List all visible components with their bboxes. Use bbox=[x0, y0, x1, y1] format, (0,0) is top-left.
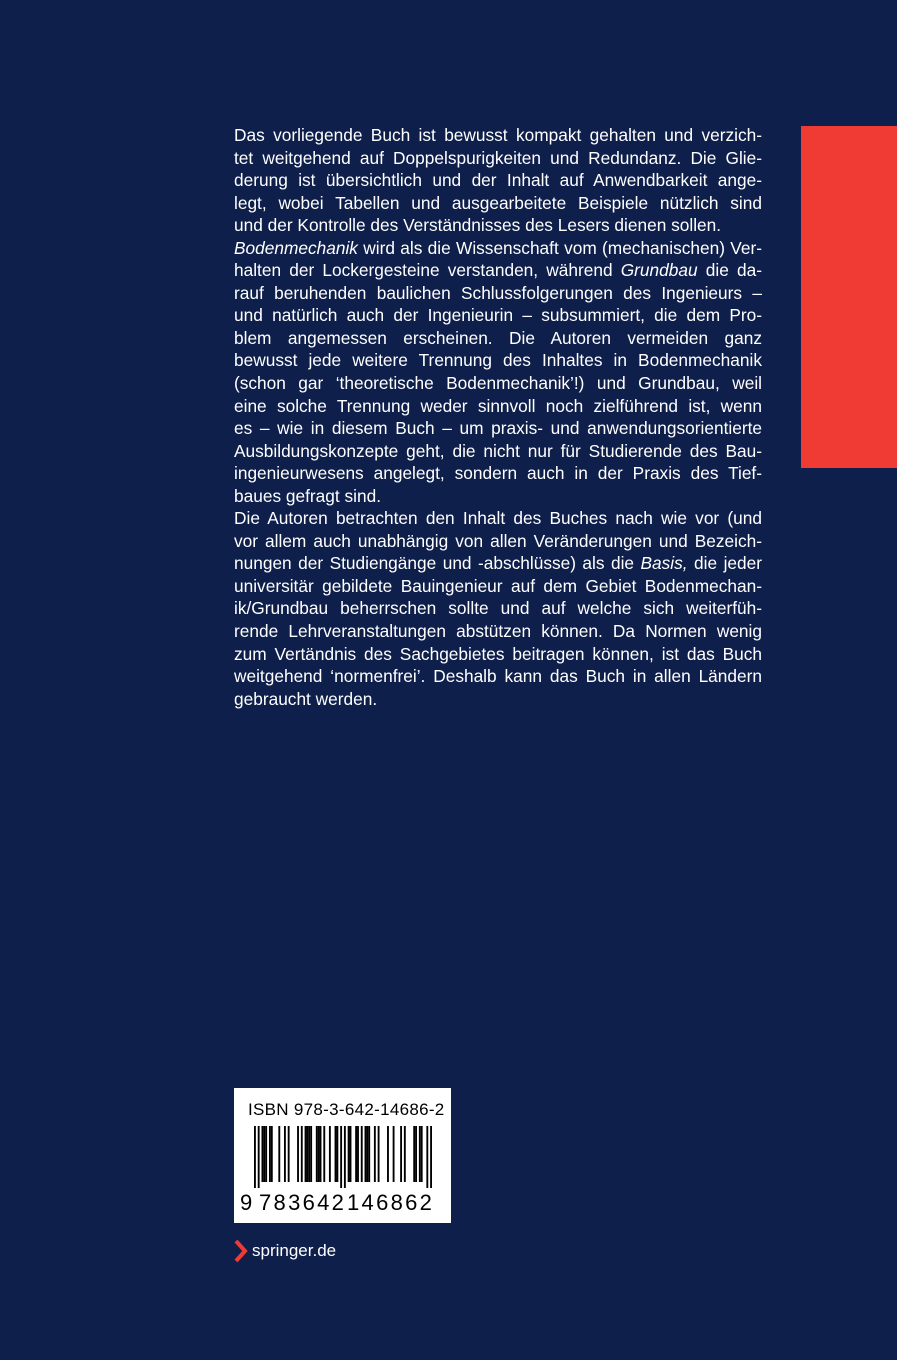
term-basis: Basis, bbox=[640, 553, 688, 574]
text-line: legt, wobei Tabellen und ausgearbeitete Beispiele nützlich sind bbox=[234, 192, 762, 213]
barcode-guard-bar bbox=[340, 1126, 342, 1188]
barcode-bar bbox=[263, 1126, 265, 1182]
barcode-bar bbox=[269, 1126, 271, 1182]
isbn-barcode bbox=[234, 1088, 451, 1223]
barcode-bar bbox=[413, 1126, 415, 1182]
barcode-bar bbox=[355, 1126, 357, 1182]
barcode-bar bbox=[288, 1126, 290, 1182]
barcode-bar bbox=[305, 1126, 307, 1182]
text-line: ingenieurwesens angelegt, sondern auch in der Praxis des Tief- bbox=[234, 463, 762, 484]
barcode-bar bbox=[301, 1126, 303, 1182]
red-accent-tab bbox=[801, 126, 897, 468]
text-line: weitgehend ‘normenfrei’. Deshalb kann das Buch in allen Ländern bbox=[234, 666, 762, 687]
blurb-paragraph-3 bbox=[234, 507, 762, 710]
barcode-guard-bar bbox=[254, 1126, 256, 1188]
barcode-bar bbox=[271, 1126, 273, 1182]
barcode-bar bbox=[261, 1126, 263, 1182]
text-line: derung ist übersichtlich und der Inhalt auf Anwendbarkeit ange- bbox=[234, 170, 762, 191]
barcode-bar bbox=[278, 1126, 280, 1182]
text-line: und der Kontrolle des Verständnisses des Lesers dienen sollen. bbox=[234, 215, 722, 236]
publisher-link[interactable] bbox=[234, 1238, 336, 1264]
barcode-bar bbox=[404, 1126, 406, 1182]
barcode-bar bbox=[400, 1126, 402, 1182]
text-line: Ausbildungskonzepte geht, die nicht nur für Studierende des Bau- bbox=[234, 440, 762, 461]
barcode-bar bbox=[419, 1126, 421, 1182]
barcode-bar bbox=[306, 1126, 308, 1182]
blurb-paragraph-1 bbox=[234, 124, 762, 237]
barcode-bar bbox=[421, 1126, 423, 1182]
barcode-guard-bar bbox=[258, 1126, 260, 1188]
barcode-bar bbox=[297, 1126, 299, 1182]
barcode-bar bbox=[310, 1126, 312, 1182]
barcode-bar bbox=[366, 1126, 368, 1182]
barcode-bar bbox=[265, 1126, 267, 1182]
text-line: rauf beruhenden baulichen Schlussfolgerungen des Ingenieurs – bbox=[234, 282, 762, 303]
text-line: Die Autoren betrachten den Inhalt des Buches nach wie vor (und bbox=[234, 508, 762, 529]
barcode-bar bbox=[284, 1126, 286, 1182]
barcode-right-digits: 146862 bbox=[347, 1190, 435, 1215]
barcode-bar bbox=[308, 1126, 310, 1182]
barcode-bar bbox=[316, 1126, 318, 1182]
barcode-left-digits: 783642 bbox=[259, 1190, 347, 1215]
isbn-label: ISBN 978-3-642-14686-2 bbox=[248, 1100, 445, 1119]
barcode-bar bbox=[335, 1126, 337, 1182]
barcode-bars bbox=[254, 1126, 432, 1188]
text-line: ik/Grundbau beherrschen sollte und auf welche sich weiterfüh- bbox=[234, 598, 762, 619]
text-line: zum Vertändnis des Sachgebietes beitragen können, ist das Buch bbox=[234, 643, 762, 664]
text-line: vor allem auch unabhängig von allen Veränderungen und Bezeich- bbox=[234, 530, 762, 551]
barcode-bar bbox=[368, 1126, 370, 1182]
text-line: Bodenmechanik wird als die Wissenschaft vom (mechanischen) Ver- bbox=[234, 237, 762, 258]
text-line: baues gefragt sind. bbox=[234, 485, 381, 506]
barcode-bar bbox=[361, 1126, 363, 1182]
barcode-bar bbox=[320, 1126, 322, 1182]
barcode-bar bbox=[350, 1126, 352, 1182]
barcode-guard-bar bbox=[430, 1126, 432, 1188]
blurb-paragraph-2 bbox=[234, 237, 762, 508]
barcode-bar bbox=[393, 1126, 395, 1182]
barcode-guard-bar bbox=[344, 1126, 346, 1188]
text-line: (schon gar ‘theoretische Bodenmechanik’!) und Grundbau, weil bbox=[234, 373, 762, 394]
text-line: universitär gebildete Bauingenieur auf dem Gebiet Bodenmechan- bbox=[234, 575, 762, 596]
text-line: halten der Lockergesteine verstanden, während Grundbau die da- bbox=[234, 260, 762, 281]
text-line: tet weitgehend auf Doppelspurigkeiten und Redundanz. Die Glie- bbox=[234, 147, 762, 168]
text-line: bewusst jede weitere Trennung des Inhaltes in Bodenmechanik bbox=[234, 350, 762, 371]
barcode-bar bbox=[365, 1126, 367, 1182]
barcode-bar bbox=[415, 1126, 417, 1182]
text-line: rende Lehrveranstaltungen abstützen können. Da Normen wenig bbox=[234, 621, 762, 642]
chevron-right-icon bbox=[234, 1239, 248, 1263]
barcode-bar bbox=[318, 1126, 320, 1182]
text-line: gebraucht werden. bbox=[234, 688, 378, 709]
text-line: und natürlich auch der Ingenieurin – subsummiert, die dem Pro- bbox=[234, 305, 762, 326]
barcode-bar bbox=[387, 1126, 389, 1182]
text-line: blem angemessen erscheinen. Die Autoren vermeiden ganz bbox=[234, 327, 762, 348]
barcode-bar bbox=[374, 1126, 376, 1182]
barcode-guard-bar bbox=[426, 1126, 428, 1188]
barcode-bar bbox=[323, 1126, 325, 1182]
barcode-bar bbox=[357, 1126, 359, 1182]
term-bodenmechanik: Bodenmechanik bbox=[234, 237, 358, 258]
barcode-bar bbox=[329, 1126, 331, 1182]
barcode-bar bbox=[378, 1126, 380, 1182]
text-line: es – wie in diesem Buch – um praxis- und anwendungsorientierte bbox=[234, 418, 762, 439]
barcode-bar bbox=[348, 1126, 350, 1182]
term-grundbau: Grundbau bbox=[620, 260, 698, 281]
text-line: nungen der Studiengänge und -abschlüsse) als die Basis, die jeder bbox=[234, 553, 762, 574]
barcode-bar bbox=[336, 1126, 338, 1182]
text-line: eine solche Trennung weder sinnvoll noch zielführend ist, wenn bbox=[234, 395, 762, 416]
barcode-first-digit: 9 bbox=[240, 1190, 253, 1215]
back-cover-blurb bbox=[234, 124, 762, 710]
text-line: Das vorliegende Buch ist bewusst kompakt gehalten und verzich- bbox=[234, 125, 762, 145]
publisher-url: springer.de bbox=[252, 1241, 337, 1260]
